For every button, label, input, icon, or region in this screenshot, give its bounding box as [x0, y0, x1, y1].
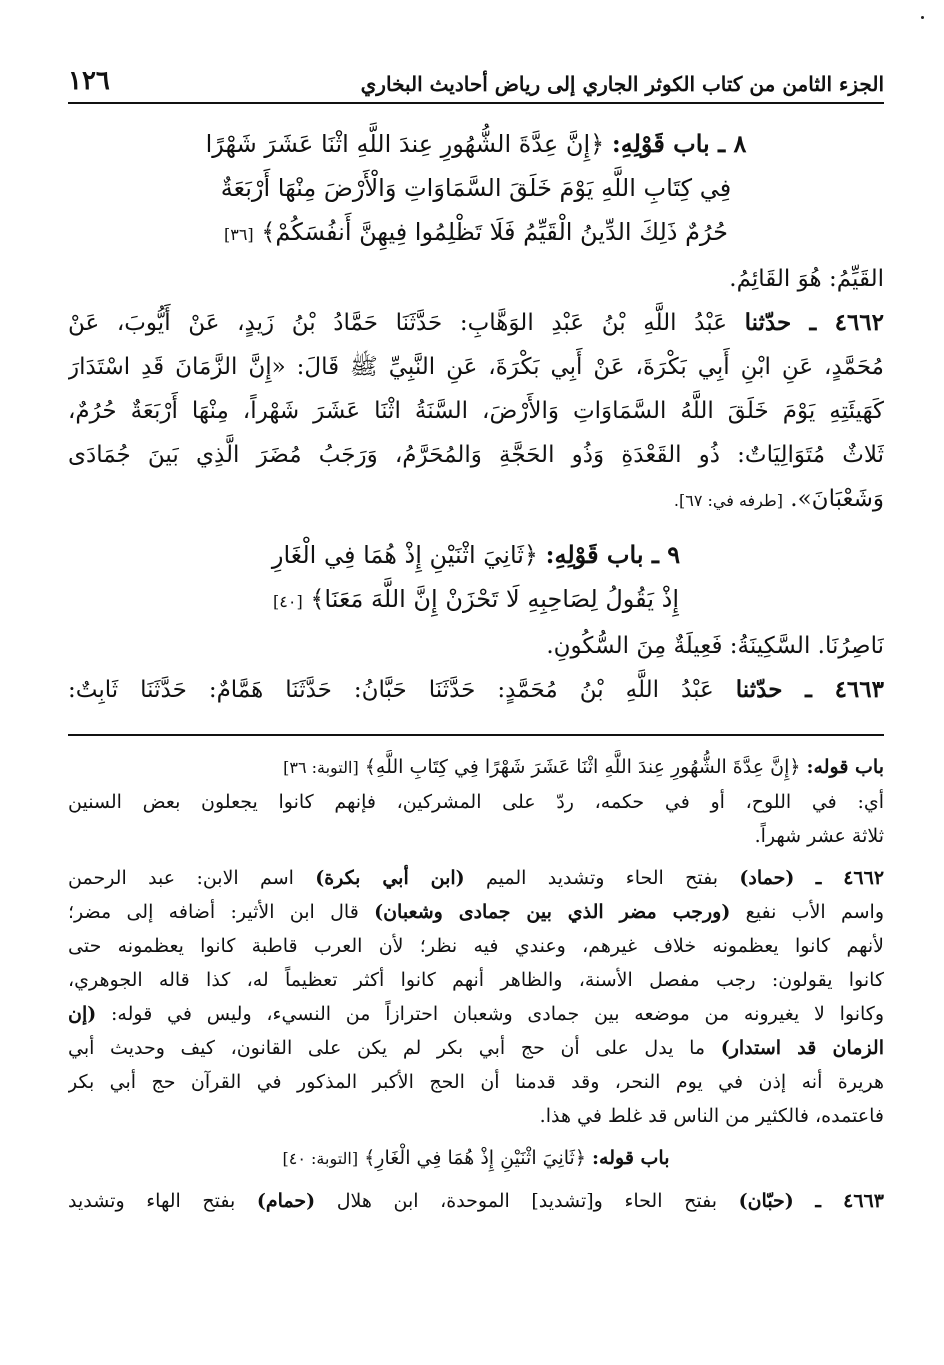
chapter-9-verse-line-2: إِذْ يَقُولُ لِصَاحِبِهِ لَا تَحْزَنْ إِنَّ اللَّهَ مَعَنَا﴾: [310, 585, 679, 613]
hadith-4663-line-1: [68, 668, 884, 712]
chapter-9-verse-line-1: ﴿ثَانِيَ اثْنَيْنِ إِذْ هُمَا فِي الْغَارِ: [271, 541, 538, 569]
commentary-4662-line-2: [68, 895, 884, 929]
chapter-9-heading-line-2: [68, 577, 884, 624]
hadith-4662-line-2: مُحَمَّدٍ، عَنِ ابْنِ أَبِي بَكْرَةَ، عَنْ أَبِي بَكْرَةَ، عَنِ النَّبِيِّ ﷺ قَالَ: «إِنَّ الزَّمَانَ قَدِ اسْتَدَارَ: [68, 354, 884, 380]
commentary-chapter-8-verse: ﴿إِنَّ عِدَّةَ الشُّهُورِ عِندَ اللَّهِ اثْنَا عَشَرَ شَهْرًا فِي كِتَابِ اللَّهِ﴾: [364, 756, 801, 778]
hadith-4662-cross-ref: [طرفه في: ٦٧].: [673, 491, 783, 510]
commentary-4662-term-istidar-start: (إن: [68, 1003, 97, 1025]
hadith-4662-isnad: عَبْدُ اللَّهِ بْنُ عَبْدِ الوَهَّابِ: حَدَّثَنَا حَمَّادُ بْنُ زَيدٍ، عَنْ أَيُّوبَ، عَنْ: [68, 310, 727, 336]
commentary-4662-line-4: كانوا يقولون: رجب مفصل الأسنة، والظاهر أنهم كانوا أكثر تعظيماً له، كذا قاله الجوهري،: [68, 969, 884, 991]
commentary-chapter-9-label: باب قوله:: [592, 1147, 670, 1169]
chapter-8-heading-line-2: [68, 166, 884, 210]
hadith-4663-label: ٤٦٦٣ ـ حدّثنا: [735, 676, 884, 703]
commentary-4663-term-habban: (حبّان): [738, 1190, 794, 1212]
page-header: [68, 54, 884, 104]
hadith-4662-line-3: كَهَيئَتِهِ يَوْمَ خَلَقَ اللَّهُ السَّمَاوَاتِ وَالأَرْضَ، السَّنَةُ اثْنَا عَشَرَ شَهْراً، مِنْهَا أَرْبَعَةٌ حُرُمٌ،: [68, 398, 884, 424]
chapter-9-heading-line-1: [68, 533, 884, 577]
commentary-4662-text: ما يدل على أن حج أبي بكر لم يكن على القانون، كيف وحديث أبي: [68, 1037, 706, 1059]
chapter-8-verse-ref: [٣٦]: [223, 225, 254, 244]
commentary-chapter-8-heading: [68, 750, 884, 785]
footnote-divider: [68, 734, 884, 736]
commentary-4662-text: اسم الابن: عبد الرحمن: [68, 867, 294, 889]
book-page: [68, 54, 884, 1365]
commentary-4662-text: واسم الأب نفيع: [745, 901, 884, 923]
hadith-4662-label: ٤٦٦٢ ـ حدّثنا: [744, 309, 884, 336]
chapter-8-verse-line-2: فِي كِتَابِ اللَّهِ يَوْمَ خَلَقَ السَّمَاوَاتِ وَالْأَرْضَ مِنْهَا أَرْبَعَةٌ: [220, 174, 732, 202]
commentary-4662-term-rajab: (ورجب مضر الذي بين جمادى وشعبان): [374, 901, 731, 923]
commentary-4663-line-1: [68, 1184, 884, 1218]
commentary-4662-term-ibn-abi-bakra: (ابن أبي بكرة): [315, 867, 465, 889]
hadith-4663-isnad: عَبْدُ اللَّهِ بْنُ مُحَمَّدٍ: حَدَّثَنَا حَبَّانُ: حَدَّثَنَا هَمَّامٌ: حَدَّثَنَا ثَابِتٌ:: [68, 677, 714, 703]
commentary-4662-line-5: [68, 997, 884, 1031]
chapter-8-heading-line-3: [68, 210, 884, 257]
stray-dot: [921, 16, 924, 19]
main-text: [68, 122, 884, 712]
chapter-8-verse-line-3: حُرُمٌ ذَلِكَ الدِّينُ الْقَيِّمُ فَلَا تَظْلِمُوا فِيهِنَّ أَنفُسَكُمْ﴾: [261, 218, 729, 246]
commentary-4662-number: ٤٦٦٢ ـ: [815, 867, 884, 889]
commentary-chapter-9-ref: [التوبة: ٤٠]: [282, 1149, 359, 1168]
commentary-4662-text: بفتح الحاء وتشديد الميم: [486, 867, 719, 889]
commentary-4662-text: قال ابن الأثير: أضافه إلى مضر؛: [68, 901, 359, 923]
commentary-4662-text: وكانوا لا يغيرونه من موضعه بين جمادى وشعبان احترازاً من النسيء، وليس في قوله:: [111, 1003, 884, 1025]
hadith-4662-ending: وَشَعْبَانَ».: [790, 486, 884, 512]
chapter-9-verse-ref: [٤٠]: [273, 592, 303, 611]
commentary-chapter-8-label: باب قوله:: [806, 756, 884, 778]
commentary-4662-line-3: لأنهم كانوا يعظمونه خلاف غيرهم، وعندي فيه نظر؛ لأن العرب قاطبة كانوا يعظمونه حتى: [68, 935, 884, 957]
commentary-4662-line-7: هريرة أنه إذن في يوم النحر، وقد قدمنا أن الحج الأكبر المذكور في القرآن حج أبي بكر: [68, 1071, 884, 1093]
chapter-9-gloss: نَاصِرُنَا. السَّكِينَةُ: فَعِيلَةٌ مِنَ السُّكُونِ.: [546, 633, 884, 659]
commentary-chapter-8-ref: [التوبة: ٣٦]: [283, 758, 359, 777]
running-title: الجزء الثامن من كتاب الكوثر الجاري إلى رياض أحاديث البخاري: [360, 72, 884, 96]
chapter-8-gloss: القَيِّمُ: هُوَ القَائِمُ.: [729, 266, 884, 292]
commentary-chapter-8-line-1: أي: في اللوح، أو في حكمه، ردّ على المشركين، فإنهم كانوا يجعلون بعض السنين: [68, 791, 884, 813]
commentary-chapter-8-line-2: ثلاثة عشر شهراً.: [754, 825, 884, 847]
commentary: [68, 750, 884, 1218]
page-number: ١٢٦: [68, 66, 110, 96]
hadith-4662-line-1: [68, 301, 884, 345]
hadith-4662-line-4: ثَلاثٌ مُتَوَالِيَاتٌ: ذُو القَعْدَةِ وَذُو الحَجَّةِ وَالمُحَرَّمُ، وَرَجَبُ مُضَرَ الَّذِي بَينَ جُمَادَى: [68, 442, 884, 468]
commentary-4663-number: ٤٦٦٣ ـ: [815, 1190, 884, 1212]
commentary-4662-line-8: فاعتمده، فالكثير من الناس قد غلط في هذا.: [539, 1105, 884, 1127]
commentary-4662-line-1: [68, 861, 884, 895]
commentary-4663-text: بفتح الحاء و[تشديد] الموحدة، ابن هلال: [336, 1190, 717, 1212]
chapter-8-label: ٨ ـ باب قَوْلِهِ:: [611, 129, 747, 158]
chapter-8-heading-line-1: [68, 122, 884, 166]
commentary-4662-line-6: [68, 1031, 884, 1065]
commentary-4663-term-hammam: (حمام): [256, 1190, 316, 1212]
hadith-4662-line-5: [68, 477, 884, 523]
commentary-4663-text: بفتح الهاء وتشديد: [68, 1190, 236, 1212]
commentary-4662-term-hammad: (حماد): [739, 867, 795, 889]
commentary-chapter-9-verse: ﴿ثَانِيَ اثْنَيْنِ إِذْ هُمَا فِي الْغَارِ﴾: [364, 1147, 586, 1169]
commentary-4662-term-istidar-end: الزمان قد استدار): [720, 1037, 884, 1059]
chapter-8-verse-line-1: ﴿إِنَّ عِدَّةَ الشُّهُورِ عِندَ اللَّهِ اثْنَا عَشَرَ شَهْرًا: [205, 130, 605, 158]
commentary-chapter-9-heading: [68, 1141, 884, 1176]
chapter-9-label: ٩ ـ باب قَوْلِهِ:: [545, 540, 681, 569]
